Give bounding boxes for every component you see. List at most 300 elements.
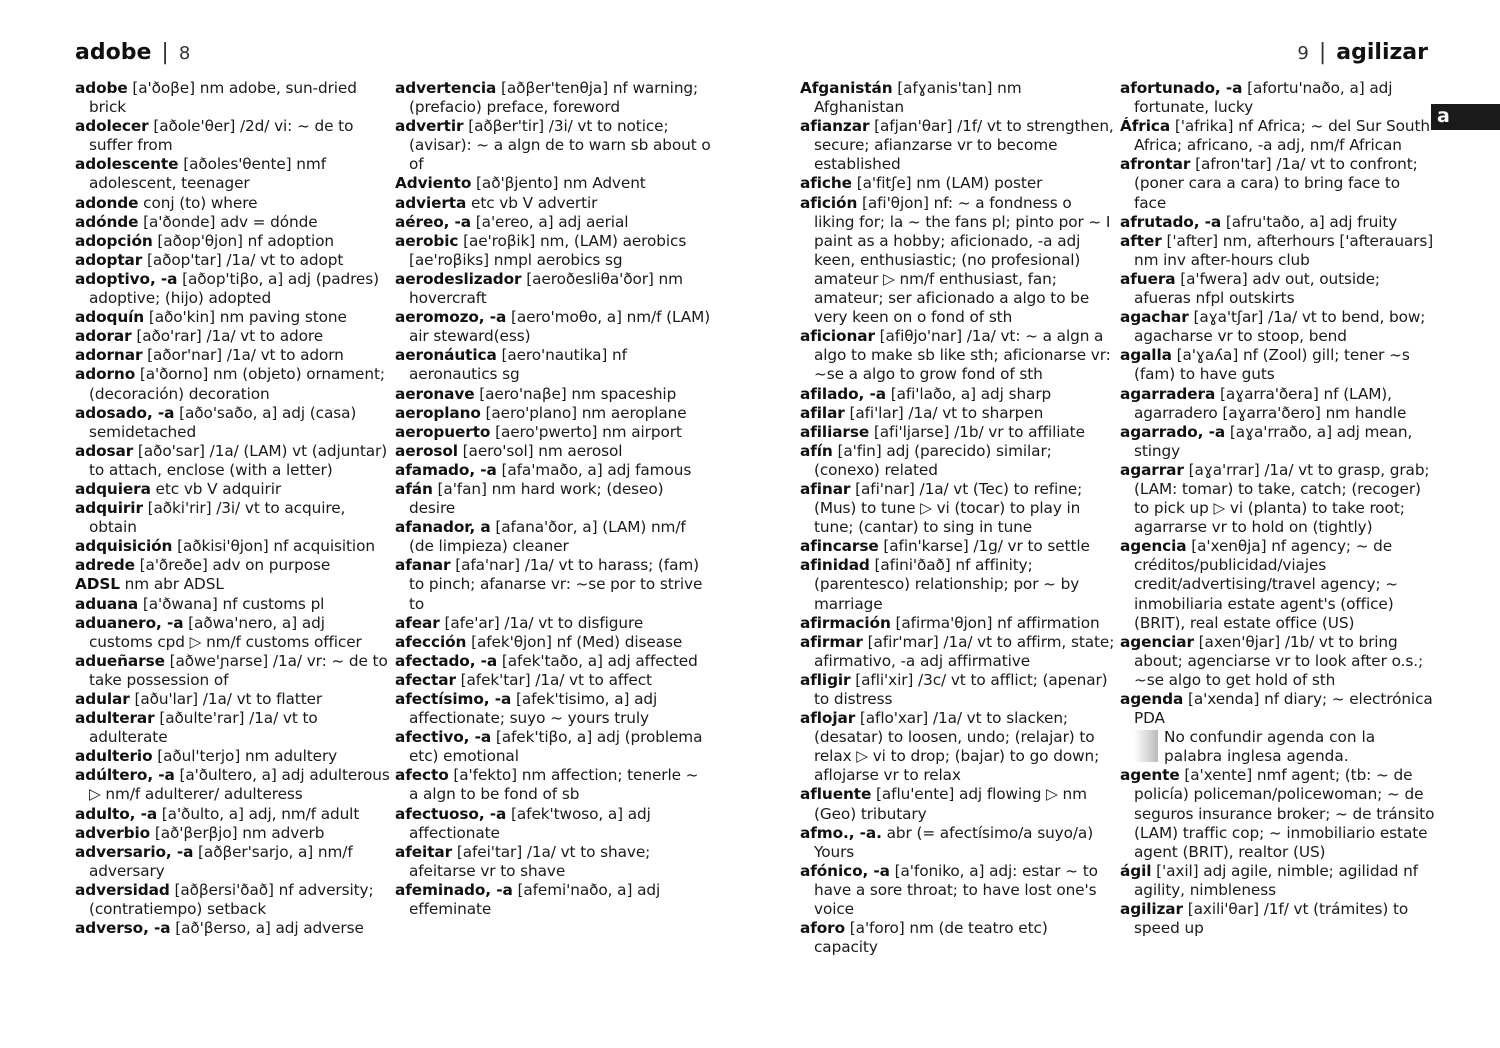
entry-headword: agarrado, -a: [1120, 422, 1226, 441]
entry-headword: afirmar: [800, 632, 863, 651]
entry-headword: afligir: [800, 670, 851, 689]
entry-headword: aflojar: [800, 709, 856, 728]
dictionary-entry: [395, 385, 711, 404]
entry-headword: adverso, -a: [75, 919, 171, 938]
dictionary-entry: [1120, 423, 1436, 461]
dictionary-entry: [75, 595, 391, 614]
entry-definition: [afi'lar] /1a/ vt to sharpen: [844, 403, 1044, 422]
entry-definition: [aðor'nar] /1a/ vt to adorn: [142, 346, 344, 365]
entry-definition: [aðo'kin] nm paving stone: [144, 308, 347, 327]
entry-headword: after: [1120, 231, 1162, 250]
entry-headword: aficionar: [800, 327, 875, 346]
entry-headword: adulterio: [75, 747, 153, 766]
dictionary-column-3: [800, 79, 1116, 957]
entry-definition: [afir'mar] /1a/ vt to affirm, state; afirmativo, -a adj affirmative: [814, 632, 1115, 670]
entry-definition: [a'fan] nm hard work; (deseo) desire: [409, 479, 664, 518]
entry-definition: [afɣanis'tan] nm Afghanistan: [814, 79, 1022, 117]
entry-definition: [að'βerso, a] adj adverse: [170, 919, 364, 938]
entry-definition: [aɣa'rrar] /1a/ vt to grasp, grab; (LAM: tomar) to take, catch; (recoger) to pick up ▷ vi (planta) to take root; agarrarse vr to hold on (tightly): [1134, 460, 1430, 537]
entry-headword: adorar: [75, 327, 132, 346]
dictionary-entry: [75, 232, 391, 251]
entry-headword: agarradera: [1120, 384, 1216, 403]
dictionary-entry: [75, 117, 391, 155]
usage-note: No confundir agenda con la palabra inglesa agenda.: [1134, 728, 1436, 766]
dictionary-entry: [1120, 79, 1436, 117]
entry-headword: adobe: [75, 79, 128, 97]
entry-headword: afmo., -a.: [800, 823, 882, 842]
entry-headword: agenda: [1120, 690, 1184, 708]
entry-headword: agachar: [1120, 308, 1189, 327]
entry-headword: adueñarse: [75, 651, 165, 670]
dictionary-entry: [75, 614, 391, 652]
entry-headword: adversidad: [75, 880, 170, 899]
entry-definition: [aflu'ente] adj flowing ▷ nm (Geo) tributary: [814, 785, 1087, 823]
dictionary-entry: [75, 805, 391, 824]
entry-definition: [afa'nar] /1a/ vt to harass; (fam) to pinch; afanarse vr: ~se por to strive to: [409, 556, 703, 613]
dictionary-entry: [800, 117, 1116, 174]
dictionary-entry: [1120, 155, 1436, 212]
entry-definition: [aero'sol] nm aerosol: [457, 441, 623, 460]
entry-definition: [afek'tiβo, a] adj (problema etc) emotional: [409, 728, 703, 766]
entry-headword: afianzar: [800, 117, 870, 136]
entry-definition: [aðulte'rar] /1a/ vt to adulterate: [89, 709, 318, 747]
entry-headword: advertencia: [395, 79, 497, 97]
dictionary-entry: [75, 499, 391, 537]
entry-headword: afectísimo, -a: [395, 690, 512, 708]
entry-definition: [afjan'θar] /1f/ vt to strengthen, secure; afianzarse vr to become established: [814, 117, 1114, 174]
dictionary-entry: [75, 404, 391, 442]
entry-definition: [aeroðesliθa'ðor] nm hovercraft: [409, 269, 683, 308]
entry-definition: [ae'roβik] nm, (LAM) aerobics [ae'roβiks] nmpl aerobics sg: [409, 231, 687, 269]
entry-definition: [a'fin] adj (parecido) similar; (conexo) related: [814, 441, 1052, 479]
guide-word-left: adobe: [75, 40, 152, 65]
entry-headword: aerodeslizador: [395, 269, 522, 288]
entry-definition: [a'fekto] nm affection; tenerle ~ a algn to be fond of sb: [409, 766, 699, 804]
entry-headword: afectado, -a: [395, 651, 498, 670]
entry-definition: [afron'tar] /1a/ vt to confront; (poner cara a cara) to bring face to face: [1134, 155, 1418, 212]
entry-headword: aéreo, -a: [395, 212, 472, 231]
entry-definition: [afirma'θjon] nf affirmation: [890, 613, 1100, 632]
entry-definition: [afemi'naðo, a] adj effeminate: [409, 880, 661, 919]
dictionary-entry: [395, 614, 711, 633]
entry-headword: adornar: [75, 346, 143, 365]
entry-headword: afinar: [800, 479, 851, 498]
dictionary-entry: [75, 747, 391, 766]
dictionary-entry: [1120, 385, 1436, 423]
dictionary-entry: [800, 423, 1116, 442]
entry-headword: aforo: [800, 919, 846, 938]
running-head-right: [1297, 40, 1428, 65]
dictionary-entry: [395, 174, 711, 193]
entry-definition: [aðoles'θente] nmf adolescent, teenager: [89, 155, 326, 193]
entry-headword: agencia: [1120, 537, 1187, 556]
dictionary-entry: [1120, 537, 1436, 632]
entry-definition: [afek'θjon] nf (Med) disease: [466, 632, 683, 651]
dictionary-entry: [75, 690, 391, 709]
entry-headword: agarrar: [1120, 460, 1184, 479]
dictionary-entry: [1120, 461, 1436, 537]
entry-definition: [aðo'saðo, a] adj (casa) semidetached: [89, 403, 357, 441]
dictionary-entry: [1120, 690, 1436, 728]
entry-definition: [að'βjento] nm Advent: [471, 174, 646, 193]
dictionary-entry: [800, 404, 1116, 423]
dictionary-entry: [75, 213, 391, 232]
entry-headword: afear: [395, 613, 440, 632]
entry-definition: [afe'ar] /1a/ vt to disfigure: [439, 613, 644, 632]
entry-headword: aerobic: [395, 231, 459, 250]
entry-definition: [a'fwera] adv out, outside; afueras nfpl outskirts: [1134, 269, 1380, 308]
entry-headword: afanador, a: [395, 518, 491, 537]
entry-definition: [a'ereo, a] adj aerial: [471, 212, 629, 231]
dictionary-entry: [800, 79, 1116, 117]
dictionary-entry: [75, 575, 391, 594]
dictionary-entry: [75, 346, 391, 365]
entry-definition: [aero'plano] nm aeroplane: [480, 403, 687, 422]
page-number-right: 9: [1297, 43, 1309, 64]
entry-headword: afuera: [1120, 269, 1176, 288]
entry-definition: [aðkisi'θjon] nf acquisition: [172, 537, 375, 556]
running-head-left: [75, 40, 190, 65]
entry-headword: adulto, -a: [75, 804, 158, 823]
entry-definition: [aðβer'tenθja] nf warning; (prefacio) preface, foreword: [409, 79, 699, 117]
entry-definition: [a'ɣaʎa] nf (Zool) gill; tener ~s (fam) to have guts: [1134, 346, 1410, 384]
entry-headword: afincarse: [800, 537, 879, 556]
dictionary-entry: [395, 671, 711, 690]
entry-definition: [aðu'lar] /1a/ vt to flatter: [129, 690, 323, 708]
guide-word-right: agilizar: [1336, 40, 1428, 65]
entry-definition: [afana'ðor, a] (LAM) nm/f (de limpieza) cleaner: [409, 518, 686, 556]
dictionary-entry: [800, 194, 1116, 328]
dictionary-entry: [395, 79, 711, 117]
entry-headword: afrontar: [1120, 155, 1191, 174]
entry-definition: [axili'θar] /1f/ vt (trámites) to speed up: [1134, 900, 1409, 938]
entry-definition: [aðwa'nero, a] adj customs cpd ▷ nm/f customs officer: [89, 613, 362, 651]
entry-definition: [aðβer'tir] /3i/ vt to notice; (avisar): ~ a algn de to warn sb about o of: [409, 117, 711, 174]
page-number-left: 8: [178, 43, 191, 64]
entry-headword: afiliarse: [800, 422, 870, 441]
entry-headword: afinidad: [800, 556, 870, 575]
entry-headword: adquiera: [75, 479, 151, 498]
entry-headword: adorno: [75, 365, 136, 384]
entry-headword: adoptar: [75, 250, 143, 269]
dictionary-column-1: [75, 79, 391, 938]
entry-headword: adoptivo, -a: [75, 269, 178, 288]
entry-headword: África: [1120, 117, 1171, 136]
dictionary-entry: [1120, 633, 1436, 690]
dictionary-entry: [395, 690, 711, 728]
entry-headword: adquirir: [75, 499, 143, 518]
entry-definition: [a'ðorno] nm (objeto) ornament; (decoración) decoration: [89, 365, 385, 403]
dictionary-entry: [395, 461, 711, 480]
header-separator: |: [161, 40, 169, 65]
dictionary-entry: [395, 518, 711, 556]
entry-definition: [aɣa'rraðo, a] adj mean, stingy: [1134, 422, 1413, 460]
entry-definition: etc vb V adquirir: [150, 479, 282, 498]
entry-headword: aeropuerto: [395, 422, 491, 441]
entry-definition: nm abr ADSL: [119, 575, 224, 594]
entry-definition: [afek'tar] /1a/ vt to affect: [455, 670, 652, 689]
dictionary-entry: [1120, 308, 1436, 346]
entry-definition: abr (= afectísimo/a suyo/a) Yours: [814, 823, 1094, 861]
entry-definition: [a'xenda] nf diary; ~ electrónica PDA: [1134, 690, 1433, 728]
dictionary-column-2: [395, 79, 711, 919]
entry-headword: afición: [800, 193, 858, 212]
dictionary-entry: [800, 537, 1116, 556]
entry-headword: adrede: [75, 556, 135, 575]
entry-definition: ['after] nm, afterhours ['afterauars] nm inv after-hours club: [1134, 231, 1434, 269]
entry-headword: aeromozo, -a: [395, 308, 507, 327]
dictionary-entry: [75, 480, 391, 499]
entry-definition: conj (to) where: [138, 193, 258, 212]
dictionary-entry: [800, 174, 1116, 193]
entry-headword: aeroplano: [395, 403, 481, 422]
entry-definition: [afi'laðo, a] adj sharp: [885, 384, 1052, 403]
entry-headword: afirmación: [800, 613, 891, 632]
dictionary-entry: [75, 194, 391, 213]
dictionary-entry: [800, 785, 1116, 823]
dictionary-entry: [75, 766, 391, 804]
entry-definition: [a'xenθja] nf agency; ~ de créditos/publicidad/viajes credit/advertising/travel agency; ~ inmobiliaria estate agent's (office) (BRIT), real estate office (US): [1134, 537, 1398, 632]
entry-definition: [aɣa'tʃar] /1a/ vt to bend, bow; agacharse vr to stoop, bend: [1134, 308, 1426, 346]
entry-headword: Afganistán: [800, 79, 893, 97]
dictionary-entry: [395, 423, 711, 442]
entry-headword: adonde: [75, 193, 139, 212]
entry-headword: adoquín: [75, 308, 145, 327]
entry-headword: ágil: [1120, 861, 1152, 880]
entry-definition: [afiθjo'nar] /1a/ vt: ~ a algn a algo to make sb like sth; aficionarse vr: ~se a algo to grow fond of sth: [814, 327, 1111, 384]
dictionary-entry: [395, 232, 711, 270]
dictionary-entry: [75, 556, 391, 575]
entry-definition: [aɣarra'ðera] nf (LAM), agarradero [aɣarra'ðero] nm handle: [1134, 384, 1407, 422]
dictionary-entry: [75, 843, 391, 881]
dictionary-entry: [800, 556, 1116, 613]
dictionary-entry: [395, 194, 711, 213]
entry-definition: etc vb V advertir: [466, 193, 598, 212]
entry-headword: afecto: [395, 766, 449, 785]
entry-headword: adopción: [75, 231, 153, 250]
entry-headword: aerosol: [395, 441, 458, 460]
entry-definition: ['axil] adj agile, nimble; agilidad nf agility, nimbleness: [1134, 861, 1418, 899]
dictionary-entry: [1120, 862, 1436, 900]
entry-headword: adolescente: [75, 155, 179, 174]
dictionary-entry: [1120, 232, 1436, 270]
entry-definition: [afi'nar] /1a/ vt (Tec) to refine; (Mus) to tune ▷ vi (tocar) to play in tune; (cantar) to sing in tune: [814, 479, 1083, 537]
entry-definition: [a'ðwana] nf customs pl: [138, 594, 325, 613]
entry-headword: agalla: [1120, 346, 1172, 365]
entry-headword: aduana: [75, 594, 139, 613]
dictionary-entry: [395, 766, 711, 804]
entry-definition: [aero'pwerto] nm airport: [490, 422, 682, 441]
entry-definition: [afa'maðo, a] adj famous: [496, 460, 692, 479]
entry-definition: [aðul'terjo] nm adultery: [152, 747, 338, 766]
entry-headword: agenciar: [1120, 632, 1194, 651]
dictionary-entry: [800, 480, 1116, 537]
dictionary-entry: [395, 404, 711, 423]
entry-headword: afanar: [395, 556, 451, 575]
dictionary-entry: [395, 652, 711, 671]
dictionary-entry: [800, 327, 1116, 384]
entry-definition: [aðole'θer] /2d/ vi: ~ de to suffer from: [89, 117, 354, 155]
entry-definition: [að'βerβjo] nm adverb: [150, 823, 325, 842]
dictionary-entry: [75, 824, 391, 843]
dictionary-entry: [75, 327, 391, 346]
dictionary-entry: [395, 480, 711, 518]
entry-headword: afectar: [395, 670, 456, 689]
entry-definition: [afek'twoso, a] adj affectionate: [409, 804, 651, 842]
entry-headword: afilar: [800, 403, 845, 422]
entry-headword: afeitar: [395, 842, 453, 861]
dictionary-entry: [395, 442, 711, 461]
thumb-index-tab: [1431, 104, 1500, 130]
entry-headword: advierta: [395, 193, 467, 212]
dictionary-entry: [800, 709, 1116, 785]
dictionary-entry: [75, 442, 391, 480]
dictionary-column-4: [1120, 79, 1436, 938]
entry-definition: [afru'taðo, a] adj fruity: [1221, 212, 1398, 231]
entry-headword: agilizar: [1120, 900, 1183, 919]
dictionary-entry: [1120, 346, 1436, 384]
entry-headword: Adviento: [395, 174, 472, 193]
dictionary-entry: [800, 614, 1116, 633]
header-separator: |: [1318, 40, 1327, 65]
entry-headword: adolecer: [75, 117, 149, 136]
dictionary-entry: [75, 881, 391, 919]
entry-definition: [a'ðreðe] adv on purpose: [134, 556, 331, 575]
dictionary-entry: [75, 79, 391, 117]
entry-definition: [afek'tisimo, a] adj affectionate; suyo ~ yours truly: [409, 690, 658, 728]
entry-headword: adversario, -a: [75, 842, 194, 861]
entry-definition: [a'foro] nm (de teatro etc) capacity: [814, 919, 1048, 957]
entry-headword: advertir: [395, 117, 464, 136]
entry-definition: [a'ðoβe] nm adobe, sun-dried brick: [89, 79, 357, 117]
dictionary-entry: [395, 308, 711, 346]
dictionary-entry: [75, 155, 391, 193]
entry-headword: afeminado, -a: [395, 880, 513, 899]
dictionary-entry: [1120, 117, 1436, 155]
entry-definition: [aero'naβe] nm spaceship: [474, 384, 677, 403]
entry-headword: adosar: [75, 441, 134, 460]
entry-definition: [a'ðultero, a] adj adulterous ▷ nm/f adulterer/ adulteress: [89, 766, 390, 804]
entry-definition: [axen'θjar] /1b/ vt to bring about; agenciarse vr to look after o.s.; ~se algo to get hold of sth: [1134, 632, 1424, 689]
dictionary-entry: [800, 671, 1116, 709]
entry-headword: ADSL: [75, 575, 120, 594]
entry-definition: [a'fitʃe] nm (LAM) poster: [851, 174, 1043, 193]
dictionary-entry: [75, 365, 391, 403]
entry-headword: afectuoso, -a: [395, 804, 507, 823]
dictionary-entry: [75, 251, 391, 270]
entry-headword: afrutado, -a: [1120, 212, 1222, 231]
entry-definition: [aðβersi'ðað] nf adversity; (contratiempo) setback: [89, 880, 374, 919]
entry-definition: [afei'tar] /1a/ vt to shave; afeitarse vr to shave: [409, 842, 651, 880]
dictionary-entry: [395, 213, 711, 232]
entry-headword: agente: [1120, 766, 1180, 785]
entry-definition: [afli'xir] /3c/ vt to afflict; (apenar) to distress: [814, 670, 1108, 708]
entry-definition: [aðop'θjon] nf adoption: [152, 231, 334, 250]
dictionary-entry: [75, 709, 391, 747]
entry-headword: afamado, -a: [395, 460, 497, 479]
entry-definition: [aflo'xar] /1a/ vt to slacken; (desatar) to loosen, undo; (relajar) to relax ▷ vi to drop; (bajar) to go down; aflojarse vr to relax: [814, 709, 1100, 785]
entry-definition: [aðop'tiβo, a] adj (padres) adoptive; (hijo) adopted: [89, 269, 379, 308]
entry-headword: adular: [75, 690, 130, 708]
dictionary-entry: [395, 556, 711, 613]
entry-definition: [aero'moθo, a] nm/f (LAM) air steward(ess): [409, 308, 711, 346]
entry-headword: afluente: [800, 785, 872, 804]
entry-definition: [a'ðonde] adv = dónde: [138, 212, 318, 231]
entry-headword: afiche: [800, 174, 852, 193]
dictionary-entry: [395, 117, 711, 174]
dictionary-entry: [395, 633, 711, 652]
entry-definition: [aero'nautika] nf aeronautics sg: [409, 346, 627, 384]
entry-headword: adverbio: [75, 823, 151, 842]
entry-definition: ['afrika] nf Africa; ~ del Sur South Africa; africano, -a adj, nm/f African: [1134, 117, 1431, 155]
dictionary-entry: [75, 270, 391, 308]
entry-definition: [afin'karse] /1g/ vr to settle: [878, 537, 1090, 556]
entry-headword: adúltero, -a: [75, 766, 175, 785]
entry-headword: afín: [800, 441, 833, 460]
entry-headword: adulterar: [75, 709, 155, 728]
entry-definition: [afini'ðað] nf affinity; (parentesco) relationship; por ~ by marriage: [814, 556, 1080, 613]
dictionary-entry: [800, 824, 1116, 862]
entry-definition: [aðo'rar] /1a/ vt to adore: [131, 327, 324, 346]
entry-definition: [aðwe'ɲarse] /1a/ vr: ~ de to take possession of: [89, 651, 388, 689]
entry-headword: afán: [395, 479, 433, 498]
dictionary-entry: [395, 881, 711, 919]
entry-headword: afortunado, -a: [1120, 79, 1243, 97]
entry-headword: aeronave: [395, 384, 475, 403]
entry-definition: [a'ðulto, a] adj, nm/f adult: [157, 804, 360, 823]
dictionary-entry: [800, 919, 1116, 957]
entry-headword: afectivo, -a: [395, 728, 492, 747]
thumb-index-letter: a: [1437, 105, 1450, 127]
dictionary-entry: [395, 805, 711, 843]
entry-headword: afección: [395, 632, 467, 651]
dictionary-entry: [75, 537, 391, 556]
entry-definition: [aðki'rir] /3i/ vt to acquire, obtain: [89, 499, 346, 537]
dictionary-entry: [1120, 213, 1436, 232]
dictionary-entry: [1120, 900, 1436, 938]
entry-definition: [afek'taðo, a] adj affected: [497, 651, 698, 670]
dictionary-entry: [75, 308, 391, 327]
entry-definition: [a'xente] nmf agent; (tb: ~ de policía) policeman/policewoman; ~ de seguros insurance broker; ~ de tránsito (LAM) traffic cop; ~ inmobiliario estate agent (BRIT), realtor (US): [1134, 766, 1435, 861]
entry-headword: afónico, -a: [800, 861, 890, 880]
entry-headword: adosado, -a: [75, 403, 175, 422]
entry-headword: aeronáutica: [395, 346, 497, 365]
dictionary-entry: [395, 346, 711, 384]
dictionary-entry: [75, 652, 391, 690]
entry-definition: [aðop'tar] /1a/ vt to adopt: [142, 250, 344, 269]
dictionary-entry: [800, 385, 1116, 404]
entry-headword: aduanero, -a: [75, 613, 184, 632]
dictionary-entry: [1120, 766, 1436, 861]
entry-definition: [afi'θjon] nf: ~ a fondness o liking for; la ~ the fans pl; pinto por ~ I paint as a hobby; aficionado, -a adj keen, enthusiastic; (no profesional) amateur ▷ nm/f enthusiast, fan; amateur; ser aficionado a algo to be very keen on o fond of sth: [814, 193, 1111, 327]
entry-definition: [afortu'naðo, a] adj fortunate, lucky: [1134, 79, 1393, 117]
dictionary-entry: [800, 862, 1116, 919]
entry-definition: [a'foniko, a] adj: estar ~ to have a sore throat; to have lost one's voice: [814, 861, 1098, 919]
entry-headword: adónde: [75, 212, 139, 231]
dictionary-entry: [75, 919, 391, 938]
entry-headword: adquisición: [75, 537, 173, 556]
dictionary-entry: [395, 270, 711, 308]
entry-definition: [afi'ljarse] /1b/ vr to affiliate: [869, 422, 1085, 441]
entry-definition: [aðβer'sarjo, a] nm/f adversary: [89, 842, 353, 880]
dictionary-entry: [800, 442, 1116, 480]
entry-definition: [aðo'sar] /1a/ (LAM) vt (adjuntar) to attach, enclose (with a letter): [89, 441, 388, 479]
dictionary-entry: [1120, 270, 1436, 308]
dictionary-entry: [395, 843, 711, 881]
dictionary-entry: [800, 633, 1116, 671]
entry-headword: afilado, -a: [800, 384, 886, 403]
dictionary-entry: [395, 728, 711, 766]
